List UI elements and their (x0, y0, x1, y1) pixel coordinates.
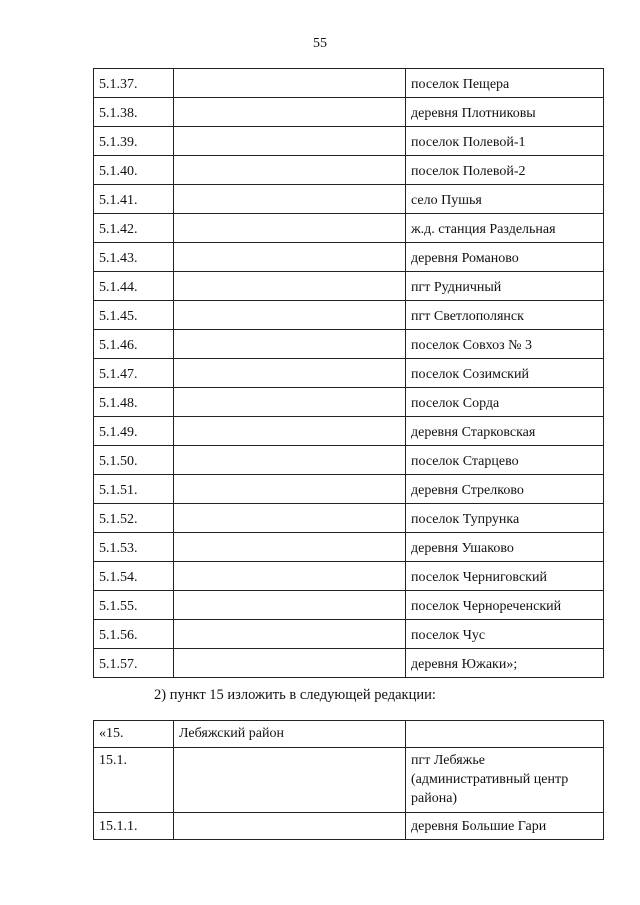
settlement-name-cell: поселок Чернореченский (406, 591, 604, 620)
table-row (94, 185, 604, 214)
settlement-name-cell: деревня Большие Гари (406, 813, 604, 840)
district-name-cell (174, 156, 406, 185)
district-name-cell (174, 504, 406, 533)
settlement-name-cell: пгт Лебяжье (административный центр района) (406, 748, 604, 813)
district-table (93, 720, 604, 840)
table-row (94, 214, 604, 243)
table-row (94, 721, 604, 748)
district-name-cell (174, 272, 406, 301)
district-name-cell (174, 359, 406, 388)
settlements-table (93, 68, 604, 678)
item-number-cell: 5.1.37. (94, 69, 174, 98)
table-row (94, 243, 604, 272)
district-name-cell (174, 813, 406, 840)
item-number-cell: 5.1.49. (94, 417, 174, 446)
settlement-name-cell: поселок Совхоз № 3 (406, 330, 604, 359)
table-row (94, 813, 604, 840)
settlement-name-cell (406, 721, 604, 748)
district-name-cell (174, 330, 406, 359)
district-name-cell: Лебяжский район (174, 721, 406, 748)
district-name-cell (174, 649, 406, 678)
item-number-cell: 5.1.57. (94, 649, 174, 678)
item-number-cell: 5.1.39. (94, 127, 174, 156)
item-number-cell: 5.1.47. (94, 359, 174, 388)
amendment-instruction: 2) пункт 15 изложить в следующей редакции: (154, 687, 436, 703)
settlement-name-cell: поселок Пещера (406, 69, 604, 98)
settlement-name-cell: поселок Сорда (406, 388, 604, 417)
item-number-cell: 5.1.54. (94, 562, 174, 591)
district-name-cell (174, 562, 406, 591)
district-name-cell (174, 533, 406, 562)
district-name-cell (174, 446, 406, 475)
settlement-name-cell: деревня Южаки»; (406, 649, 604, 678)
district-name-cell (174, 475, 406, 504)
settlement-name-cell: поселок Старцево (406, 446, 604, 475)
district-name-cell (174, 214, 406, 243)
settlement-name-cell: поселок Полевой-1 (406, 127, 604, 156)
settlement-name-cell: деревня Ушаково (406, 533, 604, 562)
table-row (94, 156, 604, 185)
table-row (94, 272, 604, 301)
settlement-name-cell: пгт Светлополянск (406, 301, 604, 330)
table-row (94, 475, 604, 504)
item-number-cell: 15.1.1. (94, 813, 174, 840)
district-name-cell (174, 127, 406, 156)
item-number-cell: 5.1.55. (94, 591, 174, 620)
item-number-cell: 5.1.50. (94, 446, 174, 475)
table-row (94, 562, 604, 591)
district-name-cell (174, 301, 406, 330)
table-row (94, 649, 604, 678)
item-number-cell: 5.1.52. (94, 504, 174, 533)
table-row (94, 301, 604, 330)
settlement-name-cell: деревня Романово (406, 243, 604, 272)
district-name-cell (174, 185, 406, 214)
item-number-cell: 5.1.43. (94, 243, 174, 272)
table-row (94, 388, 604, 417)
table-row (94, 98, 604, 127)
item-number-cell: 5.1.44. (94, 272, 174, 301)
item-number-cell: 5.1.45. (94, 301, 174, 330)
item-number-cell: 5.1.41. (94, 185, 174, 214)
item-number-cell: 5.1.51. (94, 475, 174, 504)
item-number-cell: 15.1. (94, 748, 174, 813)
item-number-cell: 5.1.40. (94, 156, 174, 185)
table-row (94, 591, 604, 620)
settlement-name-cell: поселок Созимский (406, 359, 604, 388)
settlement-name-cell: ж.д. станция Раздельная (406, 214, 604, 243)
settlement-name-cell: деревня Стрелково (406, 475, 604, 504)
item-number-cell: 5.1.53. (94, 533, 174, 562)
district-name-cell (174, 69, 406, 98)
item-number-cell: 5.1.42. (94, 214, 174, 243)
item-number-cell: 5.1.38. (94, 98, 174, 127)
table-row (94, 330, 604, 359)
settlement-name-cell: пгт Рудничный (406, 272, 604, 301)
table-row (94, 446, 604, 475)
district-name-cell (174, 417, 406, 446)
district-name-cell (174, 388, 406, 417)
district-name-cell (174, 620, 406, 649)
settlement-name-cell: поселок Черниговский (406, 562, 604, 591)
district-name-cell (174, 748, 406, 813)
table-row (94, 127, 604, 156)
table-row (94, 417, 604, 446)
settlement-name-cell: деревня Плотниковы (406, 98, 604, 127)
item-number-cell: «15. (94, 721, 174, 748)
page-number: 55 (313, 36, 327, 51)
table-row (94, 533, 604, 562)
table-row (94, 504, 604, 533)
table-row (94, 620, 604, 649)
district-name-cell (174, 98, 406, 127)
settlement-name-cell: поселок Чус (406, 620, 604, 649)
table-row (94, 69, 604, 98)
district-name-cell (174, 243, 406, 272)
item-number-cell: 5.1.46. (94, 330, 174, 359)
settlement-name-cell: поселок Тупрунка (406, 504, 604, 533)
item-number-cell: 5.1.56. (94, 620, 174, 649)
table-row (94, 359, 604, 388)
item-number-cell: 5.1.48. (94, 388, 174, 417)
settlement-name-cell: поселок Полевой-2 (406, 156, 604, 185)
settlement-name-cell: деревня Старковская (406, 417, 604, 446)
settlement-name-cell: село Пушья (406, 185, 604, 214)
table-row (94, 748, 604, 813)
district-name-cell (174, 591, 406, 620)
